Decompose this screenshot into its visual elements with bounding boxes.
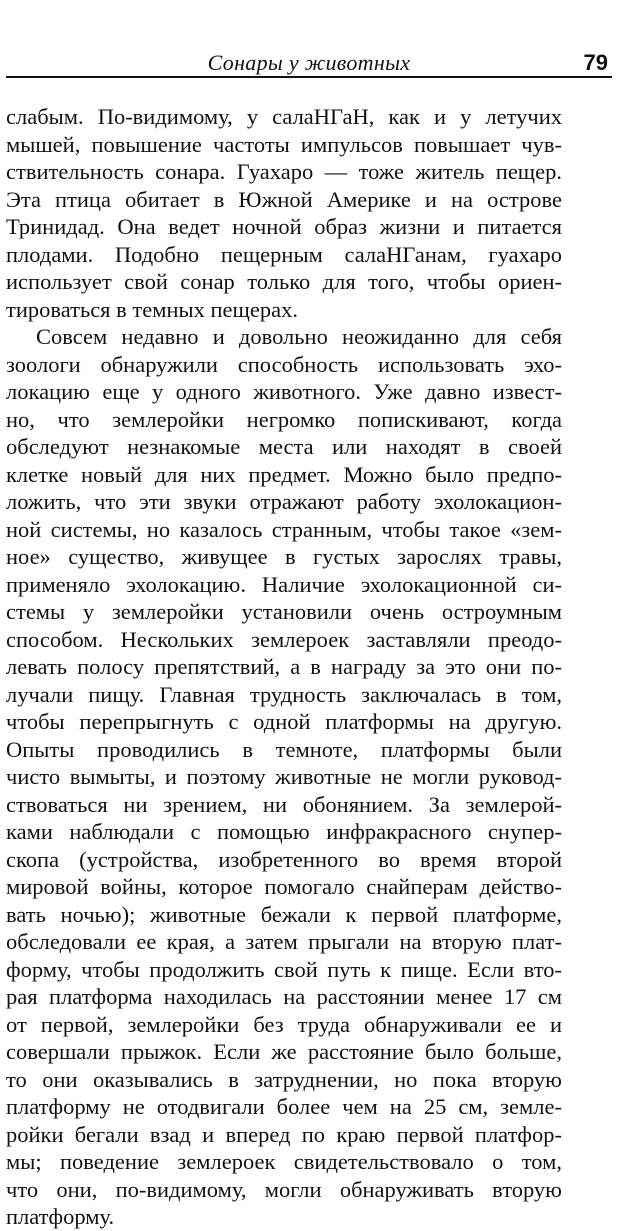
running-title: Сонары у животных [207, 50, 411, 75]
text-line: совершали прыжок. Если же расстояние было больше, [6, 1039, 562, 1064]
text-line: зоологи обнаружили способность использовать эхо- [6, 351, 562, 377]
text-line: мышей, повышение частоты импульсов повышает чув- [6, 131, 562, 157]
text-line: Эта птица обитает в Южной Америке и на острове [6, 186, 562, 212]
paragraph [6, 323, 562, 1231]
text-line: обследовали ее края, а затем прыгали на вторую плат- [6, 929, 562, 954]
text-line: чтобы перепрыгнуть с одной платформы на другую. [6, 709, 562, 734]
text-line: клетке новый для них предмет. Можно было предпо- [6, 461, 562, 487]
text-line: платформу. [6, 1204, 115, 1229]
text-line: но, что землеройки негромко попискивают, когда [6, 406, 562, 432]
text-line: слабым. По-видимому, у салаНГаН, как и у летучих [6, 104, 562, 129]
text-line: то они оказывались в затруднении, но пока вторую [6, 1066, 562, 1092]
text-line: платформу не отодвигали более чем на 25 см, земле- [6, 1094, 562, 1119]
text-line: локацию еще у одного животного. Уже давно извест- [6, 379, 562, 404]
text-line: что они, по-видимому, могли обнаруживать вторую [6, 1176, 562, 1202]
text-line: способом. Нескольких землероек заставляли преодо- [6, 626, 562, 652]
text-line: мировой войны, которое помогало снайперам действо- [6, 874, 562, 899]
text-line: рая платформа находилась на расстоянии менее 17 см [6, 984, 562, 1009]
text-line: использует свой сонар только для того, чтобы ориен- [6, 269, 562, 294]
paragraph [6, 103, 562, 323]
text-line: лучали пищу. Главная трудность заключалась в том, [6, 681, 562, 707]
text-line: стемы у землеройки установили очень остроумным [6, 599, 562, 624]
text-line: тироваться в темных пещерах. [6, 296, 298, 322]
text-line: вать ночью); животные бежали к первой платформе, [6, 901, 562, 927]
running-header [6, 48, 612, 78]
text-line: применяло эхолокацию. Наличие эхолокационной си- [6, 571, 562, 597]
text-line: ное» существо, живущее в густых зарослях травы, [6, 544, 562, 569]
text-line: ложить, что эти звуки отражают работу эхолокацион- [6, 489, 562, 514]
text-line: мы; поведение землероек свидетельствовало о том, [6, 1149, 562, 1174]
text-line: ками наблюдали с помощью инфракрасного снупер- [6, 819, 562, 844]
text-line: Опыты проводились в темноте, платформы были [6, 736, 562, 762]
page-number: 79 [583, 50, 608, 75]
text-line: ной системы, но казалось странным, чтобы такое «зем- [6, 516, 562, 542]
text-line: левать полосу препятствий, а в награду за это они по- [6, 654, 562, 679]
body-text [6, 103, 562, 1231]
text-line: ствительность сонара. Гуахаро — тоже житель пещер. [6, 159, 562, 184]
text-line: от первой, землеройки без труда обнаруживали ее и [6, 1011, 562, 1037]
header-rule [6, 76, 612, 78]
text-line: чисто вымыты, и поэтому животные не могли руковод- [6, 764, 562, 789]
text-line: плодами. Подобно пещерным салаНГанам, гуахаро [6, 241, 562, 267]
text-line: форму, чтобы продолжить свой путь к пище. Если вто- [6, 956, 562, 982]
text-line: обследуют незнакомые места или находят в своей [6, 434, 562, 459]
text-line: Тринидад. Она ведет ночной образ жизни и питается [6, 214, 562, 239]
text-line: Совсем недавно и довольно неожиданно для себя [36, 324, 562, 349]
text-line: скопа (устройства, изобретенного во время второй [6, 846, 562, 872]
text-line: ствоваться ни зрением, ни обонянием. За землерой- [6, 791, 562, 817]
text-line: ройки бегали взад и вперед по краю первой платфор- [6, 1121, 562, 1147]
